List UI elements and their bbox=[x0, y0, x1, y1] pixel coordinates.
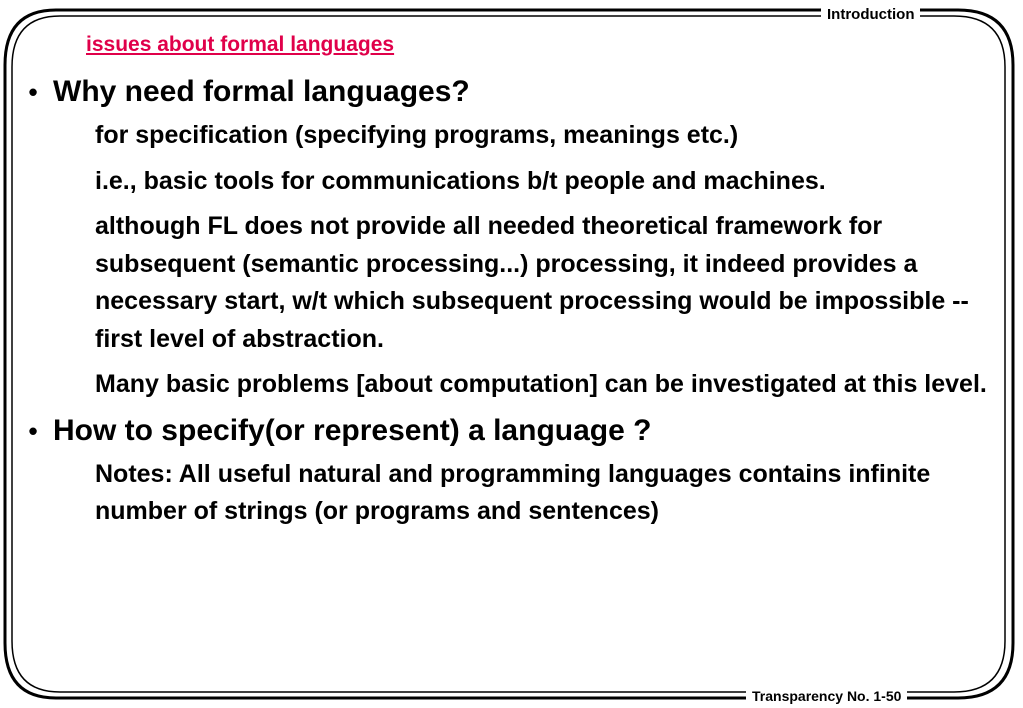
sub-bullet-text: although FL does not provide all needed theoretical framework for subsequent (semantic processing...) processing, it indeed provides a necessary start, w/t which subsequent processing would be impossible -- first level of abstraction. bbox=[95, 212, 969, 353]
sub-bullet-framework bbox=[18, 208, 998, 358]
slide-content bbox=[18, 73, 998, 539]
bullet-dot-icon: • bbox=[28, 415, 38, 446]
bullet-why-formal-languages bbox=[18, 73, 998, 111]
sub-bullet-text: i.e., basic tools for communications b/t people and machines. bbox=[95, 166, 826, 195]
sub-bullet-specification bbox=[18, 117, 998, 155]
sub-bullet-text: Many basic problems [about computation] can be investigated at this level. bbox=[95, 370, 987, 398]
bullet-dot-icon: • bbox=[28, 77, 38, 107]
sub-bullet-notes bbox=[18, 456, 998, 531]
page-title: issues about formal languages bbox=[86, 33, 395, 56]
sub-bullet-text: Notes: All useful natural and programming languages contains infinite number of strings (or programs and sentences) bbox=[95, 459, 931, 525]
transparency-number: Transparency No. 1-50 bbox=[746, 687, 907, 705]
bullet-text: Why need formal languages? bbox=[53, 75, 470, 108]
bullet-text: How to specify(or represent) a language ? bbox=[53, 413, 652, 447]
sub-bullet-basic-problems bbox=[18, 366, 998, 404]
sub-bullet-basic-tools bbox=[18, 163, 998, 201]
sub-bullet-text: for specification (specifying programs, meanings etc.) bbox=[95, 121, 739, 149]
bullet-how-to-specify bbox=[18, 412, 998, 450]
section-label: Introduction bbox=[821, 6, 920, 24]
